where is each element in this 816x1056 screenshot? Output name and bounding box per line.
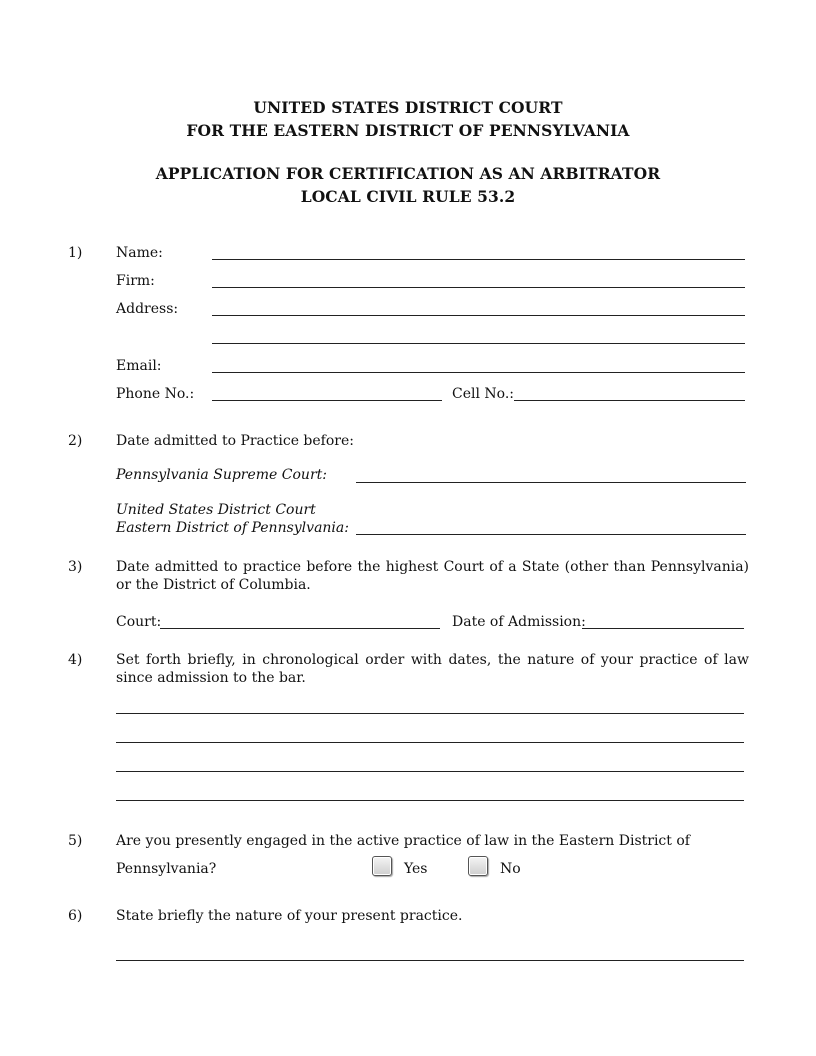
no-label: No xyxy=(500,861,521,877)
usdc-label-line-1: United States District Court xyxy=(116,502,316,518)
section-5-number: 5) xyxy=(68,833,83,849)
name-field[interactable] xyxy=(212,259,745,260)
section-4-number: 4) xyxy=(68,652,83,668)
phone-label: Phone No.: xyxy=(116,386,195,402)
email-label: Email: xyxy=(116,358,162,374)
no-checkbox[interactable] xyxy=(468,856,488,876)
address-label: Address: xyxy=(116,301,179,317)
admission-intro: Date admitted to Practice before: xyxy=(116,433,354,449)
section-5-question-line-1: Are you presently engaged in the active practice of law in the Eastern District of xyxy=(116,833,690,849)
section-5-question-line-2: Pennsylvania? xyxy=(116,861,217,877)
cell-label: Cell No.: xyxy=(452,386,515,402)
phone-field[interactable] xyxy=(212,400,442,401)
form-title: APPLICATION FOR CERTIFICATION AS AN ARBITRATOR xyxy=(155,164,661,183)
cell-field[interactable] xyxy=(514,400,745,401)
yes-checkbox[interactable] xyxy=(372,856,392,876)
section-1-number: 1) xyxy=(68,245,83,261)
date-of-admission-field[interactable] xyxy=(582,628,744,629)
firm-label: Firm: xyxy=(116,273,155,289)
section-3-text: Date admitted to practice before the highest Court of a State (other than Pennsylvania) or the District of Columbia. xyxy=(116,559,749,593)
present-practice-line-1[interactable] xyxy=(116,960,744,961)
court-district: FOR THE EASTERN DISTRICT OF PENNSYLVANIA xyxy=(186,121,630,140)
practice-history-line-1[interactable] xyxy=(116,713,744,714)
practice-history-line-2[interactable] xyxy=(116,742,744,743)
address-field-line-1[interactable] xyxy=(212,315,745,316)
date-of-admission-label: Date of Admission: xyxy=(452,614,586,630)
section-3-number: 3) xyxy=(68,559,83,575)
pa-supreme-court-label: Pennsylvania Supreme Court: xyxy=(116,467,327,483)
practice-history-line-4[interactable] xyxy=(116,800,744,801)
address-field-line-2[interactable] xyxy=(212,343,745,344)
usdc-edpa-date-field[interactable] xyxy=(356,534,746,535)
section-2-number: 2) xyxy=(68,433,83,449)
form-subtitle: LOCAL CIVIL RULE 53.2 xyxy=(300,187,516,206)
usdc-label-line-2: Eastern District of Pennsylvania: xyxy=(116,520,349,536)
email-field[interactable] xyxy=(212,372,745,373)
section-4-text: Set forth briefly, in chronological order with dates, the nature of your practice of law since admission to the bar. xyxy=(116,652,749,686)
court-name: UNITED STATES DISTRICT COURT xyxy=(253,98,563,117)
pa-supreme-court-date-field[interactable] xyxy=(356,482,746,483)
section-6-text: State briefly the nature of your present practice. xyxy=(116,908,463,924)
section-6-number: 6) xyxy=(68,908,83,924)
firm-field[interactable] xyxy=(212,287,745,288)
yes-label: Yes xyxy=(404,861,428,877)
court-field[interactable] xyxy=(160,628,440,629)
practice-history-line-3[interactable] xyxy=(116,771,744,772)
court-label: Court: xyxy=(116,614,162,630)
name-label: Name: xyxy=(116,245,163,261)
